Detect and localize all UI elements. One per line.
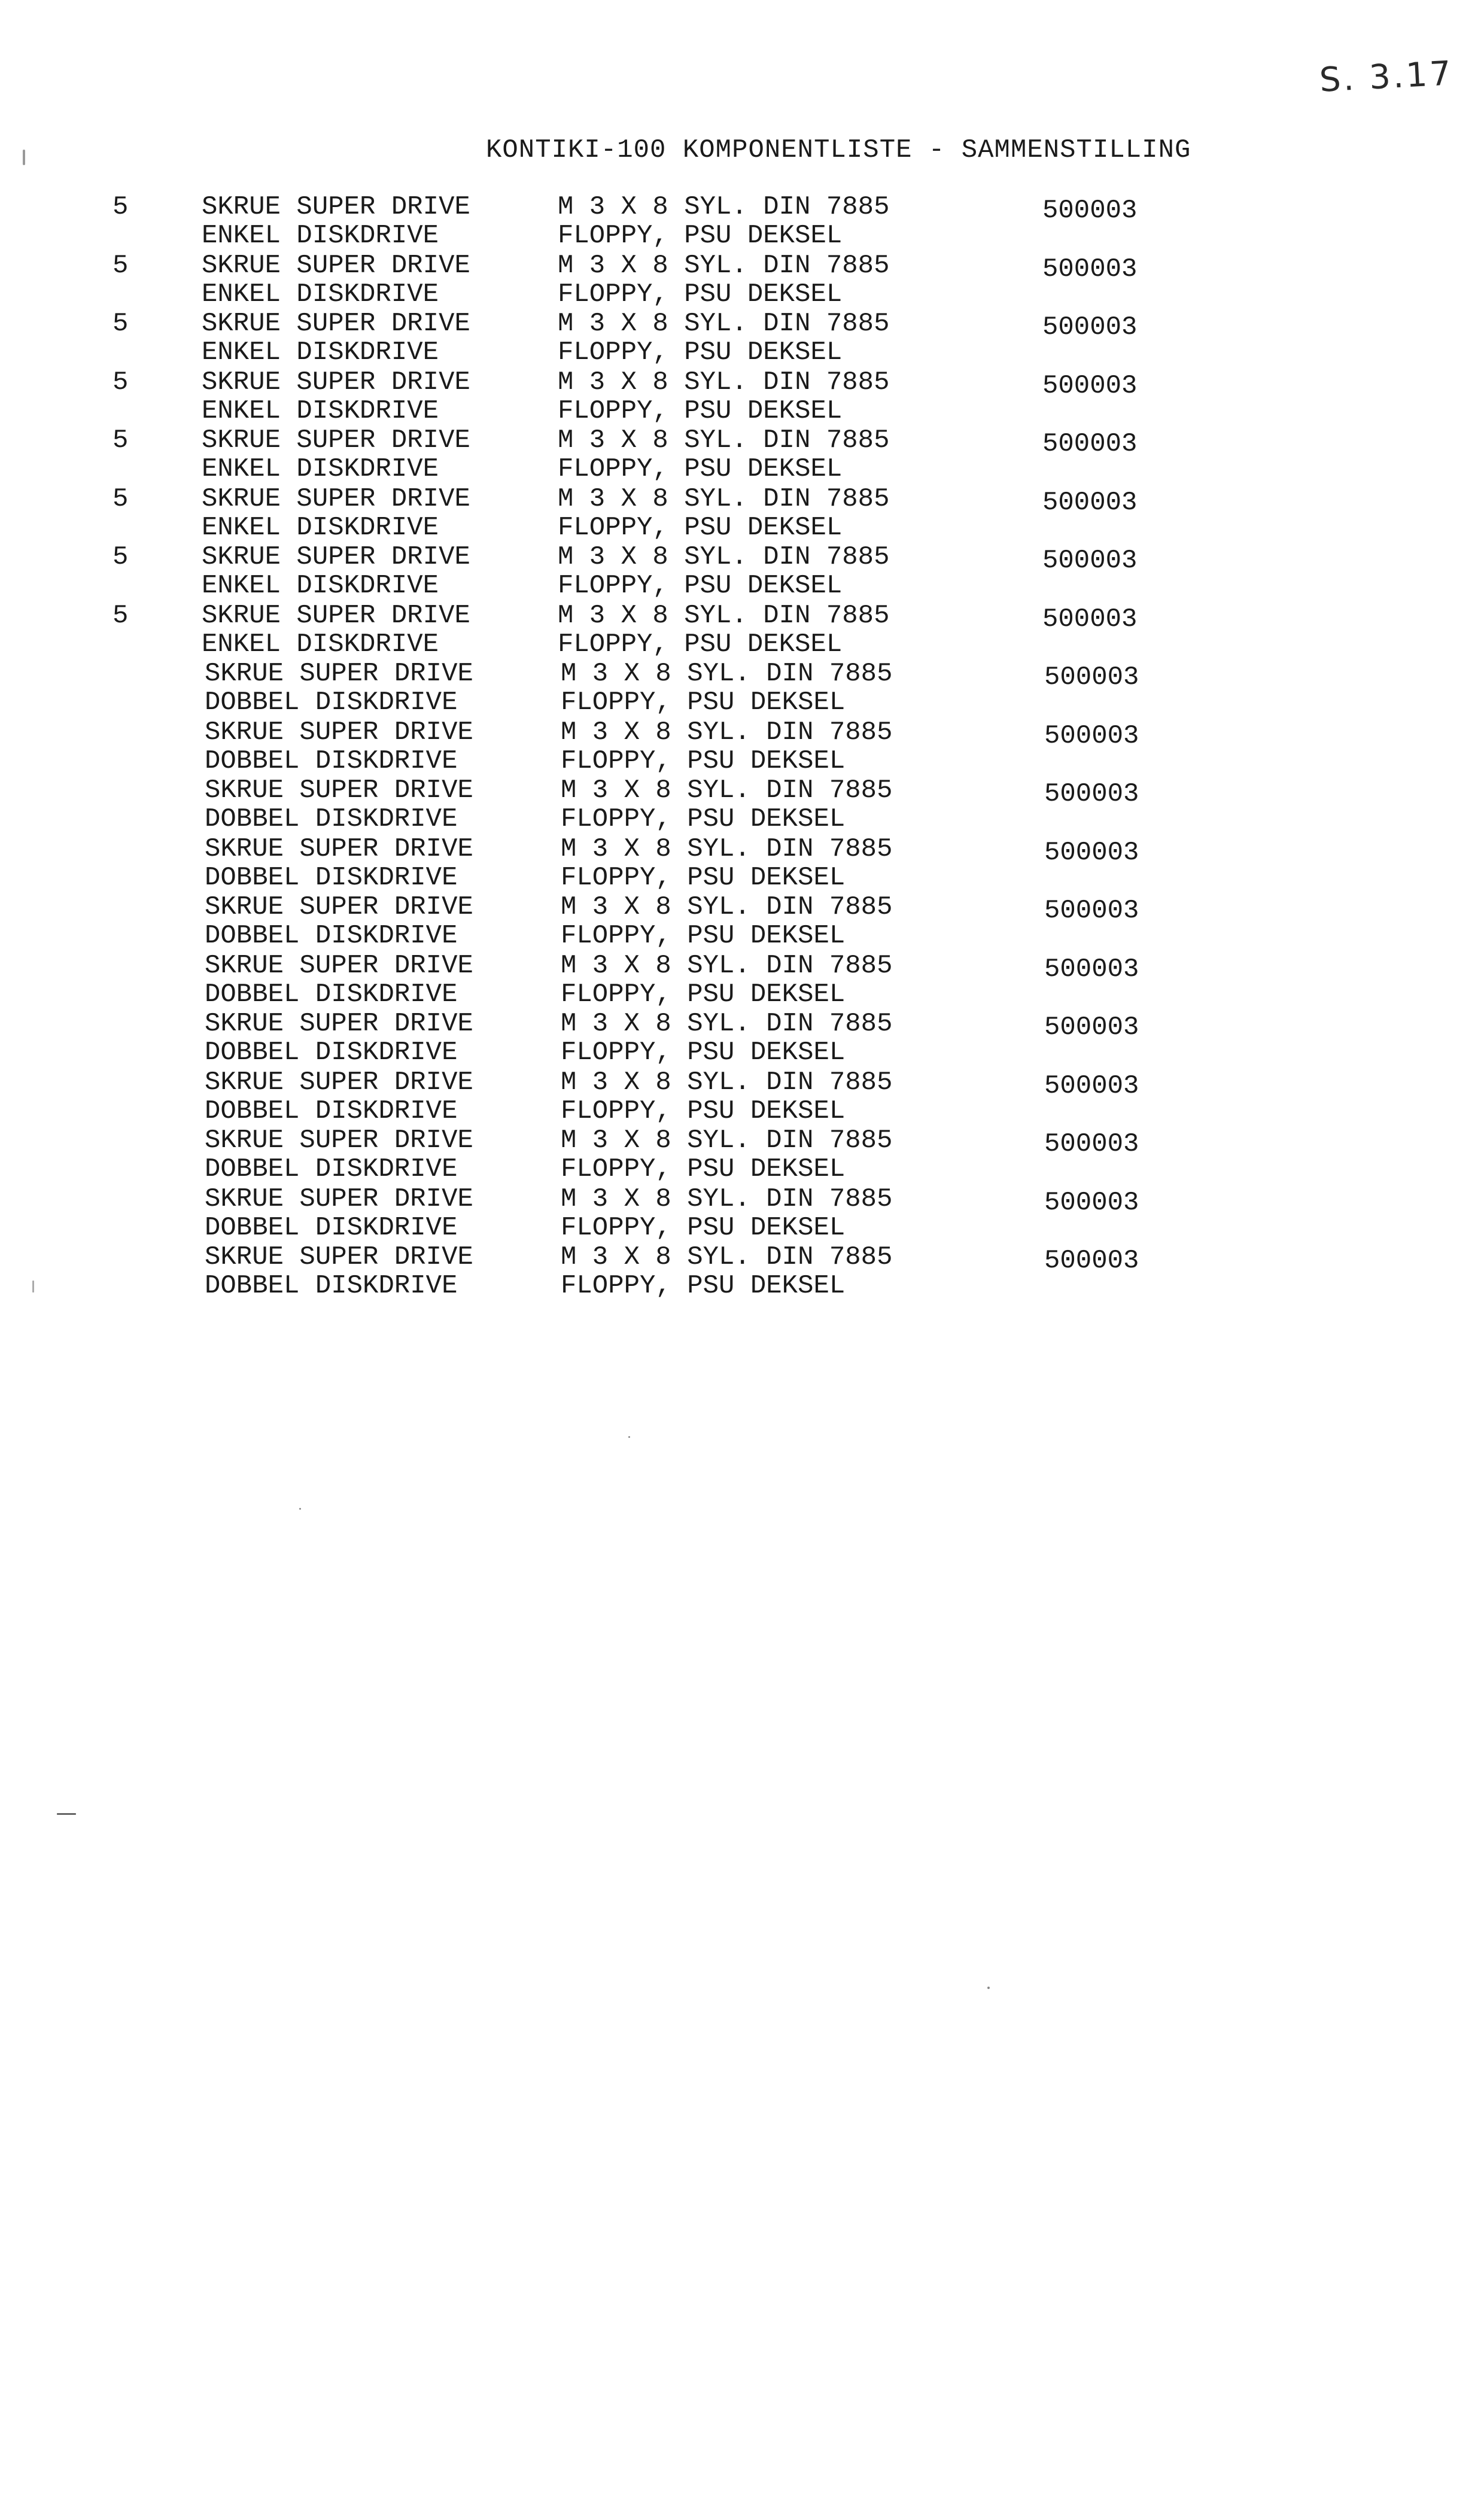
description-line-2: DOBBEL DISKDRIVE [205, 921, 458, 951]
description-line-2: DOBBEL DISKDRIVE [205, 1096, 458, 1126]
specification-line-1: M 3 X 8 SYL. DIN 7885 [561, 717, 893, 747]
description-line-1: SKRUE SUPER DRIVE [202, 367, 470, 397]
scan-speck [299, 1508, 301, 1510]
quantity-cell: 5 [112, 600, 129, 631]
specification-line-2: FLOPPY, PSU DEKSEL [561, 746, 846, 776]
part-number-cell: 500003 [1044, 1246, 1139, 1276]
part-number-cell: 500003 [1042, 546, 1138, 576]
specification-line-1: M 3 X 8 SYL. DIN 7885 [558, 483, 890, 514]
specification-line-2: FLOPPY, PSU DEKSEL [561, 1038, 846, 1068]
specification-line-2: FLOPPY, PSU DEKSEL [561, 1154, 846, 1184]
description-line-2: DOBBEL DISKDRIVE [205, 688, 458, 717]
description-line-2: ENKEL DISKDRIVE [202, 221, 439, 251]
specification-line-2: FLOPPY, PSU DEKSEL [561, 862, 846, 893]
specification-line-2: FLOPPY, PSU DEKSEL [561, 1096, 846, 1126]
description-line-2: ENKEL DISKDRIVE [202, 454, 439, 484]
specification-line-1: M 3 X 8 SYL. DIN 7885 [561, 1067, 893, 1097]
description-line-2: DOBBEL DISKDRIVE [205, 862, 458, 893]
part-number-cell: 500003 [1044, 954, 1139, 984]
description-line-1: SKRUE SUPER DRIVE [202, 250, 470, 281]
part-number-cell: 500003 [1044, 720, 1139, 751]
list-item [0, 543, 1484, 601]
list-item [0, 1185, 1484, 1243]
description-line-1: SKRUE SUPER DRIVE [202, 309, 470, 339]
list-item [0, 309, 1484, 368]
list-item [0, 776, 1484, 835]
part-number-cell: 500003 [1044, 837, 1139, 868]
part-number-cell: 500003 [1042, 487, 1138, 518]
scan-speck [628, 1436, 630, 1438]
scan-speck [32, 1281, 34, 1293]
page-number-note: S. 3.17 [1318, 54, 1455, 100]
document-title: KONTIKI-100 KOMPONENTLISTE - SAMMENSTILLING [486, 135, 1191, 165]
list-item [0, 951, 1484, 1010]
description-line-1: SKRUE SUPER DRIVE [205, 717, 473, 747]
specification-line-1: M 3 X 8 SYL. DIN 7885 [558, 600, 890, 631]
description-line-2: ENKEL DISKDRIVE [202, 571, 439, 601]
scan-speck [57, 1813, 76, 1815]
part-number-cell: 500003 [1044, 896, 1139, 926]
quantity-cell: 5 [112, 483, 129, 514]
specification-line-1: M 3 X 8 SYL. DIN 7885 [561, 834, 893, 864]
specification-line-2: FLOPPY, PSU DEKSEL [558, 221, 843, 251]
part-number-cell: 500003 [1042, 254, 1138, 284]
list-item [0, 251, 1484, 310]
description-line-2: DOBBEL DISKDRIVE [205, 1038, 458, 1068]
list-item [0, 659, 1484, 718]
specification-line-2: FLOPPY, PSU DEKSEL [558, 571, 843, 601]
specification-line-2: FLOPPY, PSU DEKSEL [561, 979, 846, 1009]
list-item [0, 426, 1484, 485]
description-line-1: SKRUE SUPER DRIVE [205, 659, 473, 689]
quantity-cell: 5 [112, 309, 129, 339]
specification-line-1: M 3 X 8 SYL. DIN 7885 [561, 1009, 893, 1039]
description-line-1: SKRUE SUPER DRIVE [205, 776, 473, 805]
specification-line-1: M 3 X 8 SYL. DIN 7885 [561, 1184, 893, 1214]
scan-speck [987, 1987, 990, 1989]
specification-line-1: M 3 X 8 SYL. DIN 7885 [558, 367, 890, 397]
specification-line-1: M 3 X 8 SYL. DIN 7885 [558, 425, 890, 455]
description-line-2: ENKEL DISKDRIVE [202, 629, 439, 659]
description-line-1: SKRUE SUPER DRIVE [205, 1009, 473, 1039]
specification-line-1: M 3 X 8 SYL. DIN 7885 [558, 542, 890, 572]
description-line-1: SKRUE SUPER DRIVE [205, 1067, 473, 1097]
specification-line-2: FLOPPY, PSU DEKSEL [561, 688, 846, 717]
specification-line-2: FLOPPY, PSU DEKSEL [561, 804, 846, 834]
specification-line-2: FLOPPY, PSU DEKSEL [558, 337, 843, 367]
description-line-1: SKRUE SUPER DRIVE [202, 192, 470, 222]
part-number-cell: 500003 [1044, 1071, 1139, 1101]
description-line-1: SKRUE SUPER DRIVE [202, 425, 470, 455]
part-number-cell: 500003 [1044, 1187, 1139, 1218]
list-item [0, 1068, 1484, 1127]
description-line-1: SKRUE SUPER DRIVE [205, 950, 473, 981]
description-line-2: DOBBEL DISKDRIVE [205, 1271, 458, 1301]
list-item [0, 1009, 1484, 1068]
description-line-2: DOBBEL DISKDRIVE [205, 804, 458, 834]
part-number-cell: 500003 [1044, 662, 1139, 692]
specification-line-2: FLOPPY, PSU DEKSEL [561, 921, 846, 951]
part-number-cell: 500003 [1042, 429, 1138, 459]
list-item [0, 485, 1484, 543]
quantity-cell: 5 [112, 367, 129, 397]
list-item [0, 601, 1484, 660]
specification-line-2: FLOPPY, PSU DEKSEL [558, 396, 843, 426]
list-item [0, 1243, 1484, 1301]
quantity-cell: 5 [112, 425, 129, 455]
specification-line-2: FLOPPY, PSU DEKSEL [558, 512, 843, 543]
specification-line-2: FLOPPY, PSU DEKSEL [558, 279, 843, 309]
part-number-cell: 500003 [1042, 312, 1138, 342]
specification-line-1: M 3 X 8 SYL. DIN 7885 [561, 659, 893, 689]
description-line-2: DOBBEL DISKDRIVE [205, 1154, 458, 1184]
part-number-cell: 500003 [1044, 779, 1139, 809]
quantity-cell: 5 [112, 192, 129, 222]
list-item [0, 893, 1484, 951]
specification-line-1: M 3 X 8 SYL. DIN 7885 [558, 192, 890, 222]
description-line-2: DOBBEL DISKDRIVE [205, 1212, 458, 1243]
specification-line-1: M 3 X 8 SYL. DIN 7885 [558, 250, 890, 281]
description-line-2: DOBBEL DISKDRIVE [205, 746, 458, 776]
description-line-2: ENKEL DISKDRIVE [202, 279, 439, 309]
component-list [0, 193, 1484, 1301]
specification-line-1: M 3 X 8 SYL. DIN 7885 [561, 950, 893, 981]
quantity-cell: 5 [112, 250, 129, 281]
part-number-cell: 500003 [1042, 370, 1138, 401]
description-line-1: SKRUE SUPER DRIVE [205, 1242, 473, 1272]
description-line-1: SKRUE SUPER DRIVE [202, 600, 470, 631]
specification-line-1: M 3 X 8 SYL. DIN 7885 [561, 776, 893, 805]
specification-line-1: M 3 X 8 SYL. DIN 7885 [561, 1242, 893, 1272]
specification-line-1: M 3 X 8 SYL. DIN 7885 [561, 1126, 893, 1155]
scan-speck [23, 150, 25, 165]
quantity-cell: 5 [112, 542, 129, 572]
description-line-1: SKRUE SUPER DRIVE [205, 834, 473, 864]
description-line-1: SKRUE SUPER DRIVE [202, 483, 470, 514]
list-item [0, 1126, 1484, 1185]
part-number-cell: 500003 [1042, 196, 1138, 226]
specification-line-1: M 3 X 8 SYL. DIN 7885 [561, 892, 893, 922]
list-item [0, 718, 1484, 777]
specification-line-2: FLOPPY, PSU DEKSEL [561, 1212, 846, 1243]
description-line-2: ENKEL DISKDRIVE [202, 337, 439, 367]
specification-line-2: FLOPPY, PSU DEKSEL [558, 454, 843, 484]
description-line-1: SKRUE SUPER DRIVE [205, 1184, 473, 1214]
part-number-cell: 500003 [1044, 1129, 1139, 1159]
description-line-1: SKRUE SUPER DRIVE [202, 542, 470, 572]
list-item [0, 835, 1484, 893]
description-line-2: ENKEL DISKDRIVE [202, 396, 439, 426]
part-number-cell: 500003 [1042, 604, 1138, 634]
specification-line-2: FLOPPY, PSU DEKSEL [561, 1271, 846, 1301]
list-item [0, 193, 1484, 251]
description-line-1: SKRUE SUPER DRIVE [205, 1126, 473, 1155]
specification-line-2: FLOPPY, PSU DEKSEL [558, 629, 843, 659]
description-line-2: DOBBEL DISKDRIVE [205, 979, 458, 1009]
list-item [0, 368, 1484, 427]
description-line-2: ENKEL DISKDRIVE [202, 512, 439, 543]
description-line-1: SKRUE SUPER DRIVE [205, 892, 473, 922]
part-number-cell: 500003 [1044, 1012, 1139, 1042]
specification-line-1: M 3 X 8 SYL. DIN 7885 [558, 309, 890, 339]
